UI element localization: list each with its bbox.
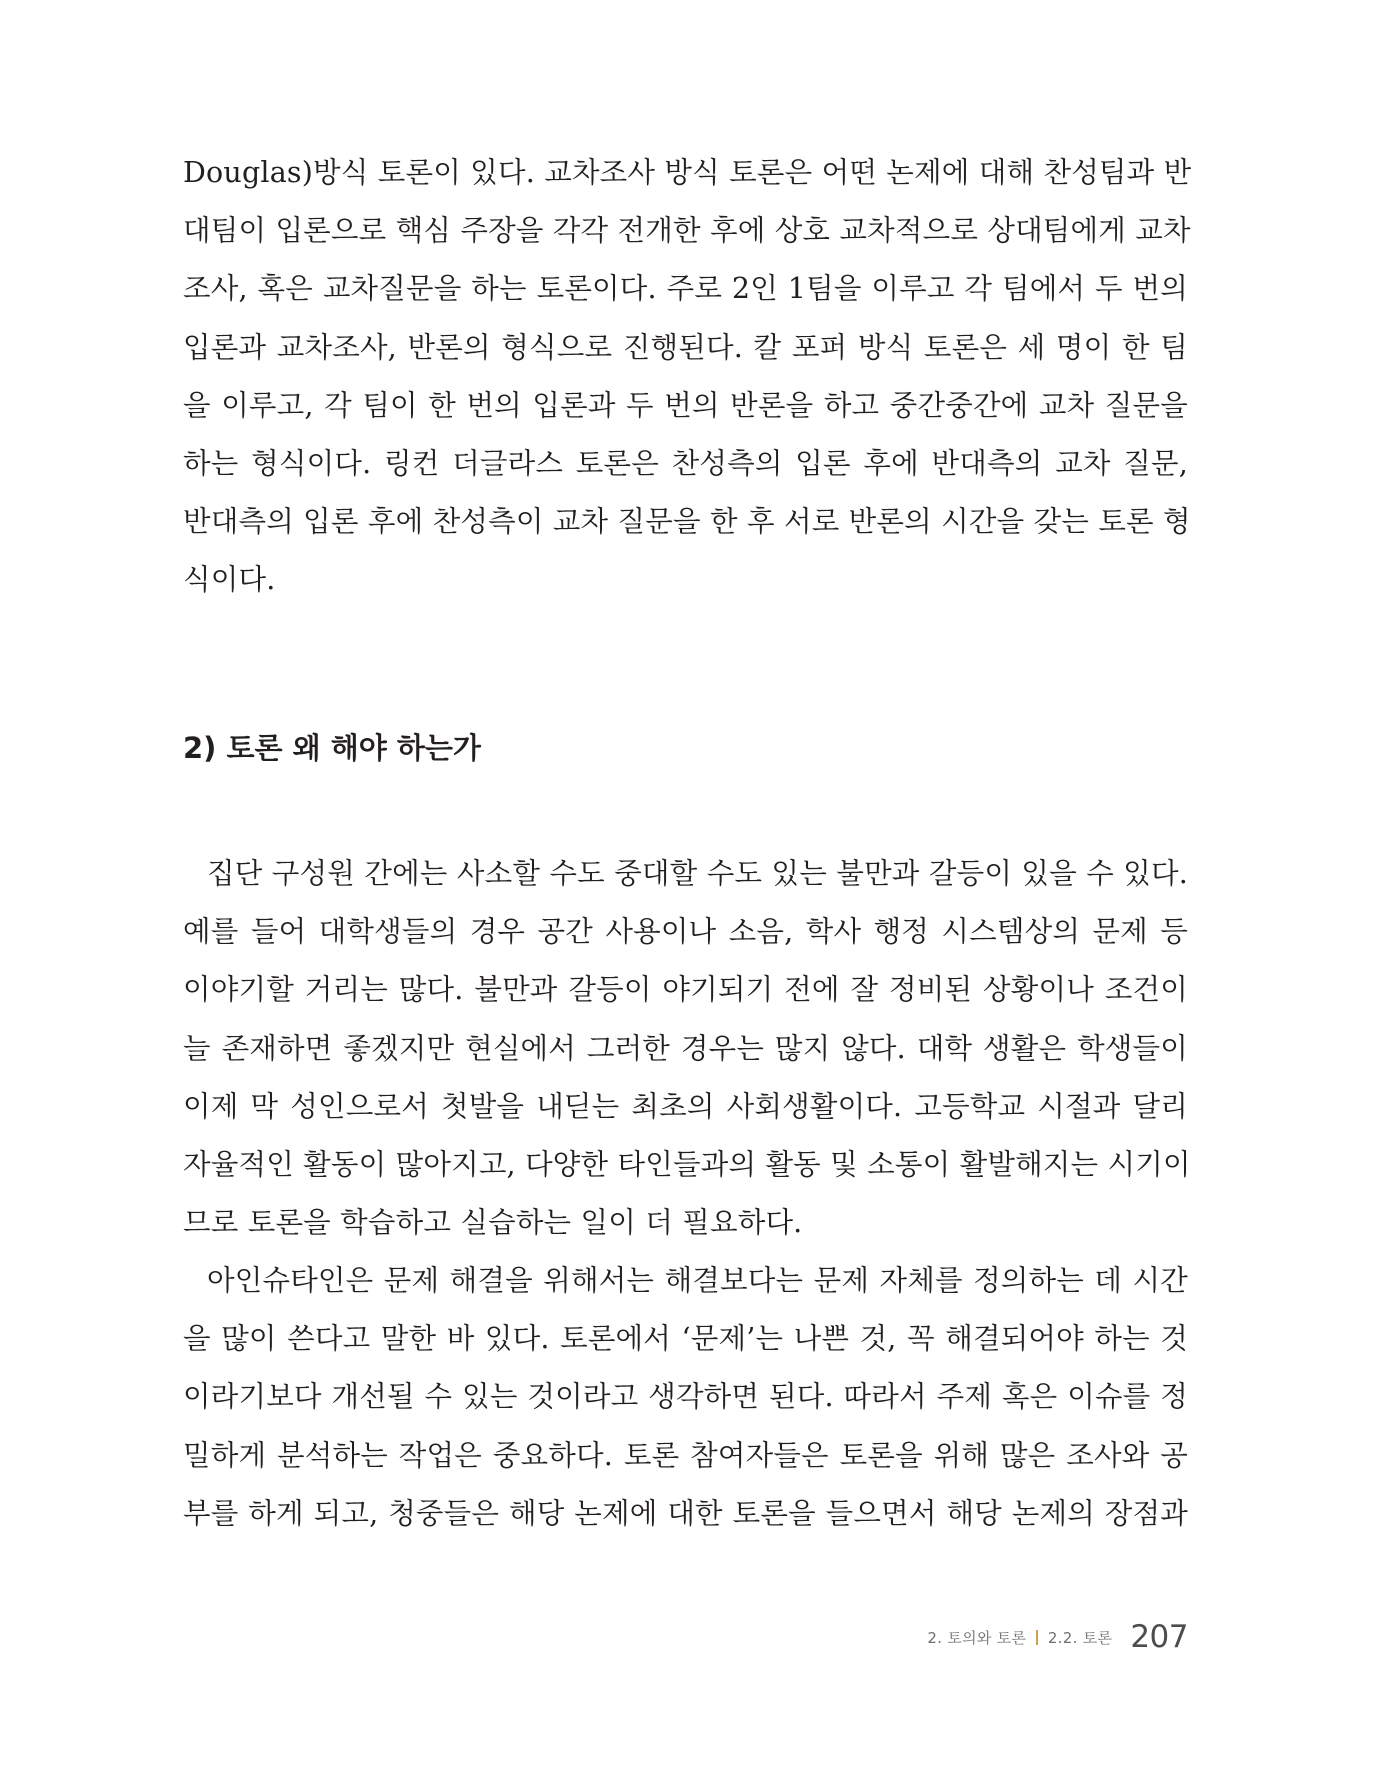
text-line: 이라기보다 개선될 수 있는 것이라고 생각하면 된다. 따라서 주제 혹은 이슈를 정: [183, 1380, 1188, 1414]
text-line: 입론과 교차조사, 반론의 형식으로 진행된다. 칼 포퍼 방식 토론은 세 명이 한 팀: [183, 330, 1188, 364]
text-line: 하는 형식이다. 링컨 더글라스 토론은 찬성측의 입론 후에 반대측의 교차 질문,: [183, 447, 1188, 481]
text-line: 대팀이 입론으로 핵심 주장을 각각 전개한 후에 상호 교차적으로 상대팀에게 교차: [183, 214, 1191, 248]
page-number: 207: [1130, 1619, 1188, 1655]
text-line: 식이다.: [183, 563, 276, 597]
text-line: 밀하게 분석하는 작업은 중요하다. 토론 참여자들은 토론을 위해 많은 조사와 공: [183, 1438, 1188, 1472]
page-footer: [927, 1617, 1188, 1657]
text-line: 을 많이 쓴다고 말한 바 있다. 토론에서 ‘문제’는 나쁜 것, 꼭 해결되어야 하는 것: [183, 1322, 1188, 1356]
text-line: 늘 존재하면 좋겠지만 현실에서 그러한 경우는 많지 않다. 대학 생활은 학생들이: [183, 1031, 1188, 1065]
footer-chapter: 2. 토의와 토론: [927, 1628, 1027, 1647]
text-line: 이제 막 성인으로서 첫발을 내딛는 최초의 사회생활이다. 고등학교 시절과 달리: [183, 1089, 1188, 1123]
footer-separator: [1036, 1630, 1038, 1645]
body-paragraph-3: [183, 1252, 1188, 1543]
text-line: 조사, 혹은 교차질문을 하는 토론이다. 주로 2인 1팀을 이루고 각 팀에서 두 번의: [183, 272, 1188, 306]
text-line: 반대측의 입론 후에 찬성측이 교차 질문을 한 후 서로 반론의 시간을 갖는 토론 형: [183, 505, 1191, 539]
text-line: 을 이루고, 각 팀이 한 번의 입론과 두 번의 반론을 하고 중간중간에 교차 질문을: [183, 388, 1188, 422]
body-paragraph-2: [183, 845, 1191, 1252]
text-line: 아인슈타인은 문제 해결을 위해서는 해결보다는 문제 자체를 정의하는 데 시간: [207, 1264, 1188, 1297]
text-line: 자율적인 활동이 많아지고, 다양한 타인들과의 활동 및 소통이 활발해지는 시기이: [183, 1148, 1191, 1182]
text-line: 부를 하게 되고, 청중들은 해당 논제에 대한 토론을 들으면서 해당 논제의 장점과: [183, 1496, 1188, 1530]
section-heading: 2) 토론 왜 해야 하는가: [183, 731, 481, 765]
text-line: 이야기할 거리는 많다. 불만과 갈등이 야기되기 전에 잘 정비된 상황이나 조건이: [183, 973, 1188, 1007]
text-line: Douglas)방식 토론이 있다. 교차조사 방식 토론은 어떤 논제에 대해 찬성팀과 반: [183, 156, 1192, 189]
text-line: 예를 들어 대학생들의 경우 공간 사용이나 소음, 학사 행정 시스템상의 문제 등: [183, 915, 1188, 949]
text-line: 므로 토론을 학습하고 실습하는 일이 더 필요하다.: [183, 1206, 803, 1240]
text-line: 집단 구성원 간에는 사소할 수도 중대할 수도 있는 불만과 갈등이 있을 수 있다.: [207, 857, 1188, 890]
body-paragraph-1: [183, 144, 1192, 610]
footer-section: 2.2. 토론: [1047, 1628, 1113, 1647]
